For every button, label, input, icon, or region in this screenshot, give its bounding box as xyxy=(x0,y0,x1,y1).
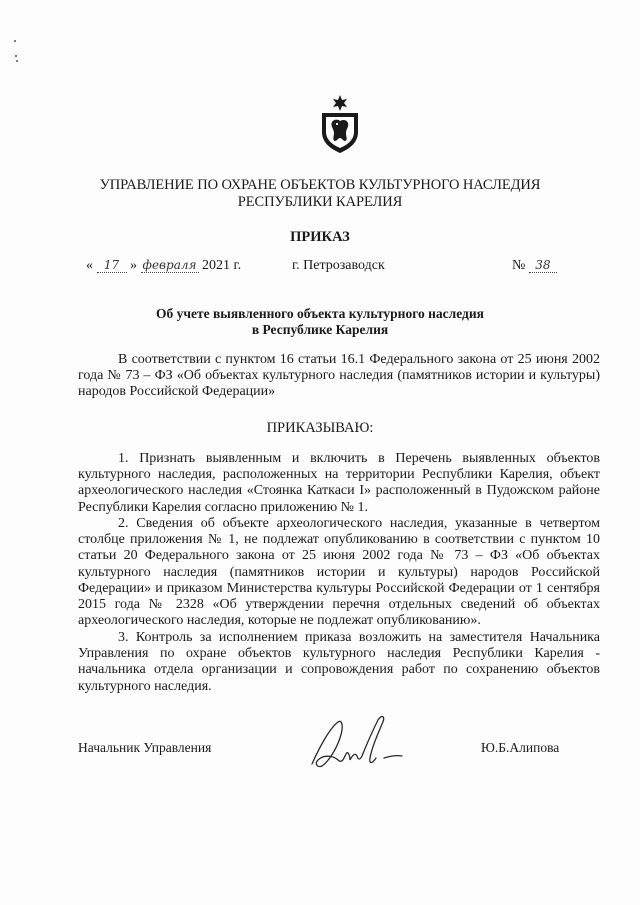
organization-line-2: РЕСПУБЛИКИ КАРЕЛИЯ xyxy=(237,194,403,210)
date-year: 2021 г. xyxy=(202,258,242,273)
quote-close: » xyxy=(130,258,137,273)
handwritten-signature-icon xyxy=(300,706,420,776)
preamble-paragraph: В соответствии с пунктом 16 статьи 16.1 Федерального закона от 25 июня 2002 года № 73 – ФЗ «Об объектах культурного наследия (памятников истории и культуры) народов Российской Федерации» xyxy=(78,352,600,400)
subject-line-2: в Республике Карелия xyxy=(251,322,389,337)
signatory-name: Ю.Б.Алипова xyxy=(481,740,560,755)
document-number: 38 xyxy=(529,258,557,273)
order-item-3: 3. Контроль за исполнением приказа возложить на заместителя Начальника Управления по охране объектов культурного наследия Республики Карелия - начальника отдела организации и сопровождения работ по сохранению объектов культурного наследия. xyxy=(78,630,600,694)
quote-open: « xyxy=(86,258,93,273)
scan-speck xyxy=(14,40,16,42)
order-item-1: 1. Признать выявленным и включить в Перечень выявленных объектов культурного наследия, расположенных на территории Республики Карелия, объект археологического наследия «Стоянка Каткаси I» расположенный в Пудожском районе Республики Карелия согласно приложению № 1. xyxy=(78,451,600,515)
order-word: ПРИКАЗЫВАЮ: xyxy=(266,420,374,436)
date-day: 17 xyxy=(97,258,127,273)
organization-line-1: УПРАВЛЕНИЕ ПО ОХРАНЕ ОБЪЕКТОВ КУЛЬТУРНОГО НАСЛЕДИЯ xyxy=(99,177,541,193)
date-field xyxy=(86,258,241,274)
number-label: № xyxy=(512,258,526,273)
signatory-position: Начальник Управления xyxy=(78,740,212,755)
scan-speck xyxy=(16,60,18,62)
document-type: ПРИКАЗ xyxy=(290,229,350,245)
organization-name xyxy=(0,177,640,211)
subject-line-1: Об учете выявленного объекта культурного наследия xyxy=(156,306,484,321)
document-subject xyxy=(0,306,640,338)
document-number-field xyxy=(512,258,557,274)
date-month: февраля xyxy=(141,258,199,273)
karelia-coat-of-arms-icon xyxy=(318,94,362,154)
document-city: г. Петрозаводск xyxy=(292,258,385,273)
order-item-2: 2. Сведения об объекте археологического наследия, указанные в четвертом столбце приложения № 1, не подлежат опубликованию в соответствии с пунктом 10 статьи 20 Федерального закона от 25 июня 2002 года № 73 – ФЗ «Об объектах культурного наследия (памятников истории и культуры) народов Российской Федерации» и приказом Министерства культуры Российской Федерации от 1 сентября 2015 года № 2328 «Об утверждении перечня отдельных сведений об объектах археологического наследия, которые не подлежат опубликованию». xyxy=(78,516,600,629)
scan-speck xyxy=(15,55,17,57)
